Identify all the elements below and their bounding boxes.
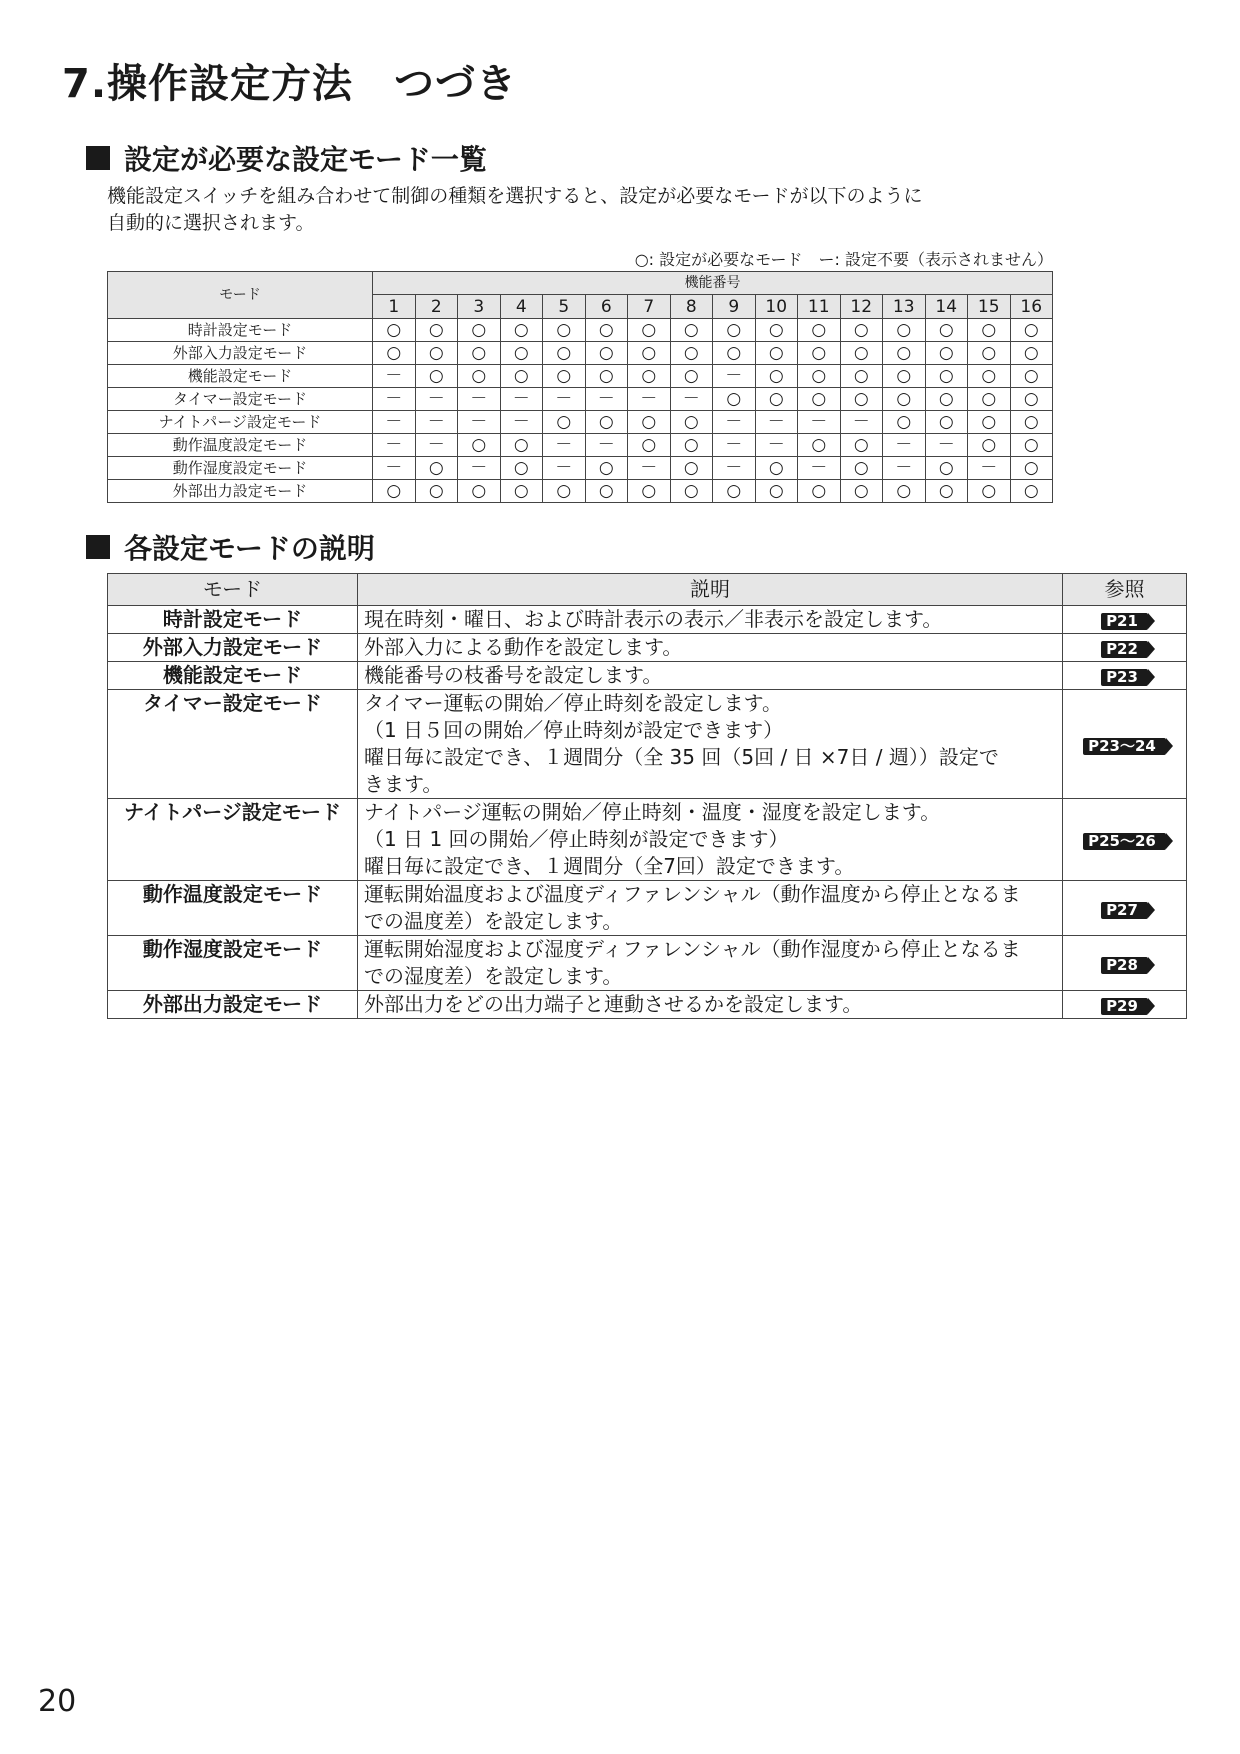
matrix-mark-cell: ○	[458, 365, 501, 388]
matrix-mark-cell: ○	[1010, 480, 1053, 503]
matrix-mark-cell: －	[373, 411, 416, 434]
matrix-mark-cell: ○	[925, 480, 968, 503]
page-number: 20	[38, 1684, 77, 1719]
matrix-mark-cell: －	[458, 411, 501, 434]
description-mode-name: 外部入力設定モード	[108, 634, 358, 662]
table-legend: ○: 設定が必要なモード ー: 設定不要（表示されません）	[634, 250, 1053, 269]
matrix-mark-cell: －	[373, 365, 416, 388]
matrix-mark-cell: －	[968, 457, 1011, 480]
matrix-mark-cell: ○	[840, 388, 883, 411]
matrix-mark-cell: ○	[925, 388, 968, 411]
matrix-mark-cell: ○	[840, 457, 883, 480]
matrix-mode-name: 機能設定モード	[108, 365, 373, 388]
function-number-header: 14	[925, 295, 968, 319]
matrix-mark-cell: ○	[543, 480, 586, 503]
page-reference-badge: P21	[1101, 613, 1148, 630]
description-text: 運転開始湿度および湿度ディファレンシャル（動作湿度から停止となるま での湿度差）を設定します。	[358, 936, 1063, 991]
matrix-mode-name: 外部出力設定モード	[108, 480, 373, 503]
description-text: 現在時刻・曜日、および時計表示の表示／非表示を設定します。	[358, 606, 1063, 634]
matrix-mark-cell: ○	[798, 434, 841, 457]
reference-cell	[1063, 606, 1187, 634]
matrix-mark-cell: ○	[415, 365, 458, 388]
matrix-mark-cell: ○	[415, 457, 458, 480]
matrix-mark-cell: ○	[713, 319, 756, 342]
matrix-mark-cell: －	[670, 388, 713, 411]
page-reference-badge: P29	[1101, 998, 1148, 1015]
function-number-header: 13	[883, 295, 926, 319]
matrix-mark-cell: ○	[415, 319, 458, 342]
matrix-mark-cell: ○	[798, 388, 841, 411]
description-text: 外部入力による動作を設定します。	[358, 634, 1063, 662]
matrix-mark-cell: ○	[968, 342, 1011, 365]
function-number-header: 6	[585, 295, 628, 319]
matrix-mark-cell: ○	[925, 411, 968, 434]
description-row	[108, 634, 1187, 662]
matrix-mark-cell: ○	[1010, 342, 1053, 365]
matrix-mark-cell: ○	[883, 480, 926, 503]
matrix-mark-cell: －	[585, 434, 628, 457]
matrix-mark-cell: ○	[840, 480, 883, 503]
section-heading-mode-list	[86, 138, 487, 178]
description-row	[108, 936, 1187, 991]
description-mode-name: タイマー設定モード	[108, 690, 358, 799]
matrix-mark-cell: ○	[713, 342, 756, 365]
page-reference-badge: P23～24	[1083, 738, 1166, 755]
matrix-row	[108, 480, 1053, 503]
intro-paragraph: 機能設定スイッチを組み合わせて制御の種類を選択すると、設定が必要なモードが以下のように 自動的に選択されます。	[107, 185, 923, 234]
matrix-mark-cell: ○	[840, 434, 883, 457]
matrix-mark-cell: ○	[840, 342, 883, 365]
page-reference-badge: P27	[1101, 902, 1148, 919]
matrix-mark-cell: ○	[585, 342, 628, 365]
matrix-mode-name: タイマー設定モード	[108, 388, 373, 411]
matrix-mark-cell: －	[373, 457, 416, 480]
matrix-mark-cell: －	[798, 457, 841, 480]
function-number-header: 16	[1010, 295, 1053, 319]
function-number-header: 8	[670, 295, 713, 319]
matrix-mark-cell: ○	[1010, 457, 1053, 480]
matrix-function-header: 機能番号	[373, 272, 1053, 295]
matrix-mark-cell: ○	[670, 365, 713, 388]
matrix-mark-cell: ○	[968, 365, 1011, 388]
matrix-mark-cell: ○	[968, 434, 1011, 457]
matrix-mode-name: 動作湿度設定モード	[108, 457, 373, 480]
matrix-mark-cell: ○	[543, 319, 586, 342]
matrix-mark-cell: ○	[755, 457, 798, 480]
matrix-mark-cell: ○	[713, 388, 756, 411]
matrix-mark-cell: －	[415, 434, 458, 457]
matrix-mark-cell: －	[628, 457, 671, 480]
matrix-mark-cell: －	[713, 457, 756, 480]
matrix-mark-cell: ○	[840, 319, 883, 342]
matrix-row	[108, 388, 1053, 411]
matrix-mark-cell: ○	[458, 319, 501, 342]
matrix-mark-cell: ○	[628, 480, 671, 503]
matrix-mark-cell: ○	[628, 365, 671, 388]
matrix-mark-cell: ○	[500, 365, 543, 388]
description-text: 外部出力をどの出力端子と連動させるかを設定します。	[358, 991, 1063, 1019]
matrix-mark-cell: ○	[925, 365, 968, 388]
description-mode-name: 外部出力設定モード	[108, 991, 358, 1019]
matrix-mark-cell: ○	[670, 411, 713, 434]
mode-function-matrix	[107, 271, 1053, 503]
function-number-header: 12	[840, 295, 883, 319]
matrix-mark-cell: ○	[458, 434, 501, 457]
matrix-mark-cell: －	[543, 388, 586, 411]
matrix-row	[108, 342, 1053, 365]
matrix-body	[108, 319, 1053, 503]
matrix-mark-cell: ○	[968, 411, 1011, 434]
matrix-mode-name: 外部入力設定モード	[108, 342, 373, 365]
function-number-header: 5	[543, 295, 586, 319]
function-number-header: 7	[628, 295, 671, 319]
description-mode-name: 動作湿度設定モード	[108, 936, 358, 991]
matrix-mark-cell: ○	[543, 411, 586, 434]
matrix-mode-header: モード	[108, 272, 373, 319]
desc-mode-header: モード	[108, 574, 358, 606]
matrix-mark-cell: ○	[883, 319, 926, 342]
matrix-mark-cell: ○	[968, 319, 1011, 342]
section-heading-mode-descriptions	[86, 527, 375, 567]
matrix-mark-cell: ○	[840, 365, 883, 388]
page-reference-badge: P25～26	[1083, 833, 1166, 850]
matrix-mode-name: 時計設定モード	[108, 319, 373, 342]
matrix-mark-cell: ○	[798, 480, 841, 503]
description-mode-name: 時計設定モード	[108, 606, 358, 634]
matrix-mark-cell: ○	[543, 342, 586, 365]
matrix-mark-cell: ○	[755, 480, 798, 503]
matrix-mark-cell: －	[883, 434, 926, 457]
matrix-mark-cell: ○	[500, 434, 543, 457]
function-number-header: 11	[798, 295, 841, 319]
description-mode-name: 機能設定モード	[108, 662, 358, 690]
matrix-mark-cell: ○	[415, 342, 458, 365]
description-row	[108, 881, 1187, 936]
matrix-mark-cell: ○	[925, 342, 968, 365]
matrix-mark-cell: ○	[373, 342, 416, 365]
matrix-mode-name: 動作温度設定モード	[108, 434, 373, 457]
matrix-mark-cell: －	[500, 411, 543, 434]
matrix-mark-cell: ○	[628, 319, 671, 342]
matrix-mark-cell: －	[543, 434, 586, 457]
matrix-mark-cell: ○	[458, 480, 501, 503]
function-number-header: 4	[500, 295, 543, 319]
matrix-mark-cell: －	[883, 457, 926, 480]
matrix-mark-cell: ○	[925, 319, 968, 342]
matrix-mark-cell: ○	[585, 411, 628, 434]
desc-description-header: 説明	[358, 574, 1063, 606]
function-number-header: 10	[755, 295, 798, 319]
matrix-mark-cell: ○	[755, 342, 798, 365]
matrix-mark-cell: －	[585, 388, 628, 411]
reference-cell	[1063, 662, 1187, 690]
desc-body	[108, 606, 1187, 1019]
matrix-mark-cell: ○	[458, 342, 501, 365]
description-text: タイマー運転の開始／停止時刻を設定します。 （1 日５回の開始／停止時刻が設定できます） 曜日毎に設定でき、１週間分（全 35 回（5回 / 日 ×7日 / 週））設定で きます。	[358, 690, 1063, 799]
section-heading-text: 各設定モードの説明	[124, 532, 375, 565]
description-text: 機能番号の枝番号を設定します。	[358, 662, 1063, 690]
matrix-mark-cell: ○	[670, 457, 713, 480]
matrix-mark-cell: ○	[883, 388, 926, 411]
function-number-header: 2	[415, 295, 458, 319]
matrix-mark-cell: ○	[373, 319, 416, 342]
matrix-mark-cell: －	[925, 434, 968, 457]
matrix-row	[108, 319, 1053, 342]
matrix-mark-cell: －	[713, 434, 756, 457]
matrix-mark-cell: ○	[670, 434, 713, 457]
matrix-mark-cell: ○	[500, 342, 543, 365]
function-number-header: 15	[968, 295, 1011, 319]
square-bullet-icon	[86, 146, 110, 170]
matrix-mark-cell: －	[415, 388, 458, 411]
reference-cell	[1063, 881, 1187, 936]
description-row	[108, 991, 1187, 1019]
matrix-mark-cell: ○	[500, 457, 543, 480]
matrix-row	[108, 411, 1053, 434]
matrix-mark-cell: ○	[755, 388, 798, 411]
matrix-mark-cell: －	[755, 434, 798, 457]
matrix-mark-cell: －	[500, 388, 543, 411]
matrix-mark-cell: ○	[883, 342, 926, 365]
description-text: ナイトパージ運転の開始／停止時刻・温度・湿度を設定します。 （1 日 1 回の開始／停止時刻が設定できます） 曜日毎に設定でき、１週間分（全7回）設定できます。	[358, 799, 1063, 881]
matrix-mark-cell: ○	[968, 480, 1011, 503]
reference-cell	[1063, 799, 1187, 881]
description-row	[108, 799, 1187, 881]
matrix-mark-cell: ○	[968, 388, 1011, 411]
matrix-mark-cell: ○	[1010, 365, 1053, 388]
mode-description-table	[107, 573, 1187, 1019]
description-row	[108, 662, 1187, 690]
description-row	[108, 606, 1187, 634]
matrix-mark-cell: ○	[1010, 388, 1053, 411]
square-bullet-icon	[86, 535, 110, 559]
page-reference-badge: P22	[1101, 641, 1148, 658]
description-mode-name: ナイトパージ設定モード	[108, 799, 358, 881]
matrix-mark-cell: ○	[883, 411, 926, 434]
matrix-mark-cell: ○	[755, 319, 798, 342]
matrix-mark-cell: －	[840, 411, 883, 434]
matrix-mark-cell: ○	[543, 365, 586, 388]
description-text: 運転開始温度および温度ディファレンシャル（動作温度から停止となるま での温度差）を設定します。	[358, 881, 1063, 936]
matrix-mark-cell: －	[628, 388, 671, 411]
matrix-mark-cell: ○	[585, 457, 628, 480]
matrix-mark-cell: －	[373, 388, 416, 411]
matrix-mark-cell: －	[798, 411, 841, 434]
matrix-mark-cell: ○	[500, 319, 543, 342]
page-title: 7.操作設定方法 つづき	[62, 61, 518, 107]
matrix-mark-cell: ○	[755, 365, 798, 388]
matrix-mark-cell: －	[373, 434, 416, 457]
matrix-mark-cell: ○	[1010, 411, 1053, 434]
matrix-mark-cell: ○	[415, 480, 458, 503]
matrix-mark-cell: ○	[585, 319, 628, 342]
matrix-mark-cell: ○	[798, 342, 841, 365]
section-heading-text: 設定が必要な設定モード一覧	[124, 143, 487, 176]
matrix-mark-cell: ○	[1010, 319, 1053, 342]
matrix-mark-cell: －	[713, 411, 756, 434]
matrix-mark-cell: ○	[373, 480, 416, 503]
page-reference-badge: P23	[1101, 669, 1148, 686]
matrix-mode-name: ナイトパージ設定モード	[108, 411, 373, 434]
matrix-mark-cell: ○	[670, 342, 713, 365]
function-number-header: 3	[458, 295, 501, 319]
reference-cell	[1063, 936, 1187, 991]
function-number-header: 1	[373, 295, 416, 319]
matrix-mark-cell: ○	[670, 480, 713, 503]
matrix-mark-cell: ○	[585, 480, 628, 503]
matrix-mark-cell: ○	[713, 480, 756, 503]
matrix-mark-cell: ○	[500, 480, 543, 503]
matrix-mark-cell: ○	[798, 365, 841, 388]
matrix-mark-cell: ○	[628, 434, 671, 457]
matrix-mark-cell: ○	[925, 457, 968, 480]
matrix-mark-cell: ○	[883, 365, 926, 388]
description-mode-name: 動作温度設定モード	[108, 881, 358, 936]
matrix-mark-cell: －	[543, 457, 586, 480]
matrix-mark-cell: －	[415, 411, 458, 434]
matrix-mark-cell: －	[458, 457, 501, 480]
function-number-header: 9	[713, 295, 756, 319]
desc-reference-header: 参照	[1063, 574, 1187, 606]
reference-cell	[1063, 634, 1187, 662]
reference-cell	[1063, 991, 1187, 1019]
matrix-mark-cell: ○	[670, 319, 713, 342]
matrix-mark-cell: ○	[628, 342, 671, 365]
matrix-row	[108, 434, 1053, 457]
matrix-row	[108, 365, 1053, 388]
matrix-mark-cell: ○	[585, 365, 628, 388]
matrix-mark-cell: －	[458, 388, 501, 411]
matrix-mark-cell: ○	[628, 411, 671, 434]
reference-cell	[1063, 690, 1187, 799]
description-row	[108, 690, 1187, 799]
matrix-mark-cell: ○	[1010, 434, 1053, 457]
matrix-mark-cell: －	[713, 365, 756, 388]
matrix-mark-cell: ○	[798, 319, 841, 342]
matrix-mark-cell: －	[755, 411, 798, 434]
page-reference-badge: P28	[1101, 957, 1148, 974]
matrix-row	[108, 457, 1053, 480]
